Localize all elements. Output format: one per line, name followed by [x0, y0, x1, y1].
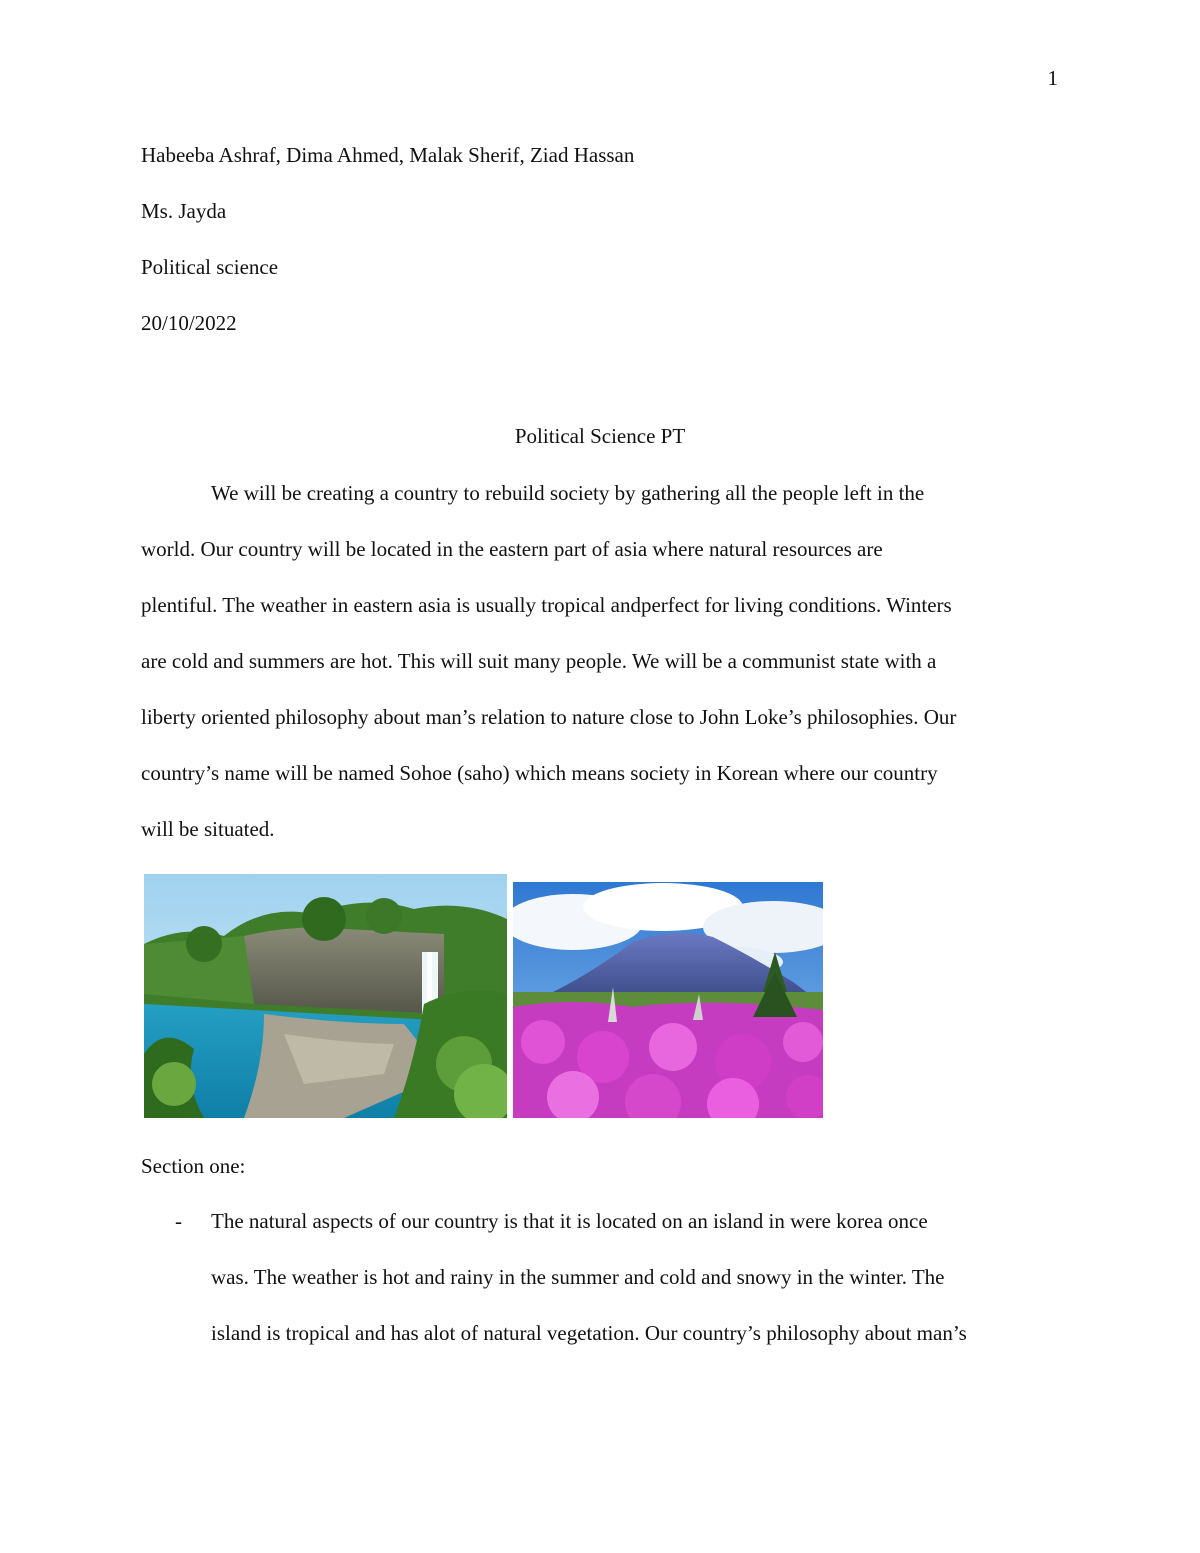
author-line: Habeeba Ashraf, Dima Ahmed, Malak Sherif, Ziad Hassan [141, 143, 635, 167]
page-number: 1 [1047, 66, 1058, 90]
course-line: Political science [141, 255, 279, 279]
intro-line: liberty oriented philosophy about man’s relation to nature close to John Loke’s philosophies. Our [141, 705, 957, 729]
intro-line: will be situated. [141, 817, 275, 841]
mountain-azalea-photo [513, 882, 823, 1118]
bullet-marker: - [175, 1209, 182, 1233]
date-line: 20/10/2022 [141, 311, 237, 335]
bullet-line: The natural aspects of our country is that it is located on an island in were korea once [211, 1209, 928, 1233]
section-heading: Section one: [141, 1154, 246, 1178]
intro-line: world. Our country will be located in the eastern part of asia where natural resources are [141, 537, 883, 561]
intro-line: are cold and summers are hot. This will suit many people. We will be a communist state with a [141, 649, 937, 673]
teacher-line: Ms. Jayda [141, 199, 227, 223]
bullet-line: island is tropical and has alot of natural vegetation. Our country’s philosophy about man’s [211, 1321, 967, 1345]
intro-line: We will be creating a country to rebuild society by gathering all the people left in the [211, 481, 925, 505]
intro-line: country’s name will be named Sohoe (saho) which means society in Korean where our country [141, 761, 938, 785]
bullet-line: was. The weather is hot and rainy in the summer and cold and snowy in the winter. The [211, 1265, 945, 1289]
intro-line: plentiful. The weather in eastern asia is usually tropical andperfect for living conditions. Winters [141, 593, 952, 617]
document-title: Political Science PT [514, 424, 686, 448]
coastal-waterfall-photo [144, 874, 507, 1118]
